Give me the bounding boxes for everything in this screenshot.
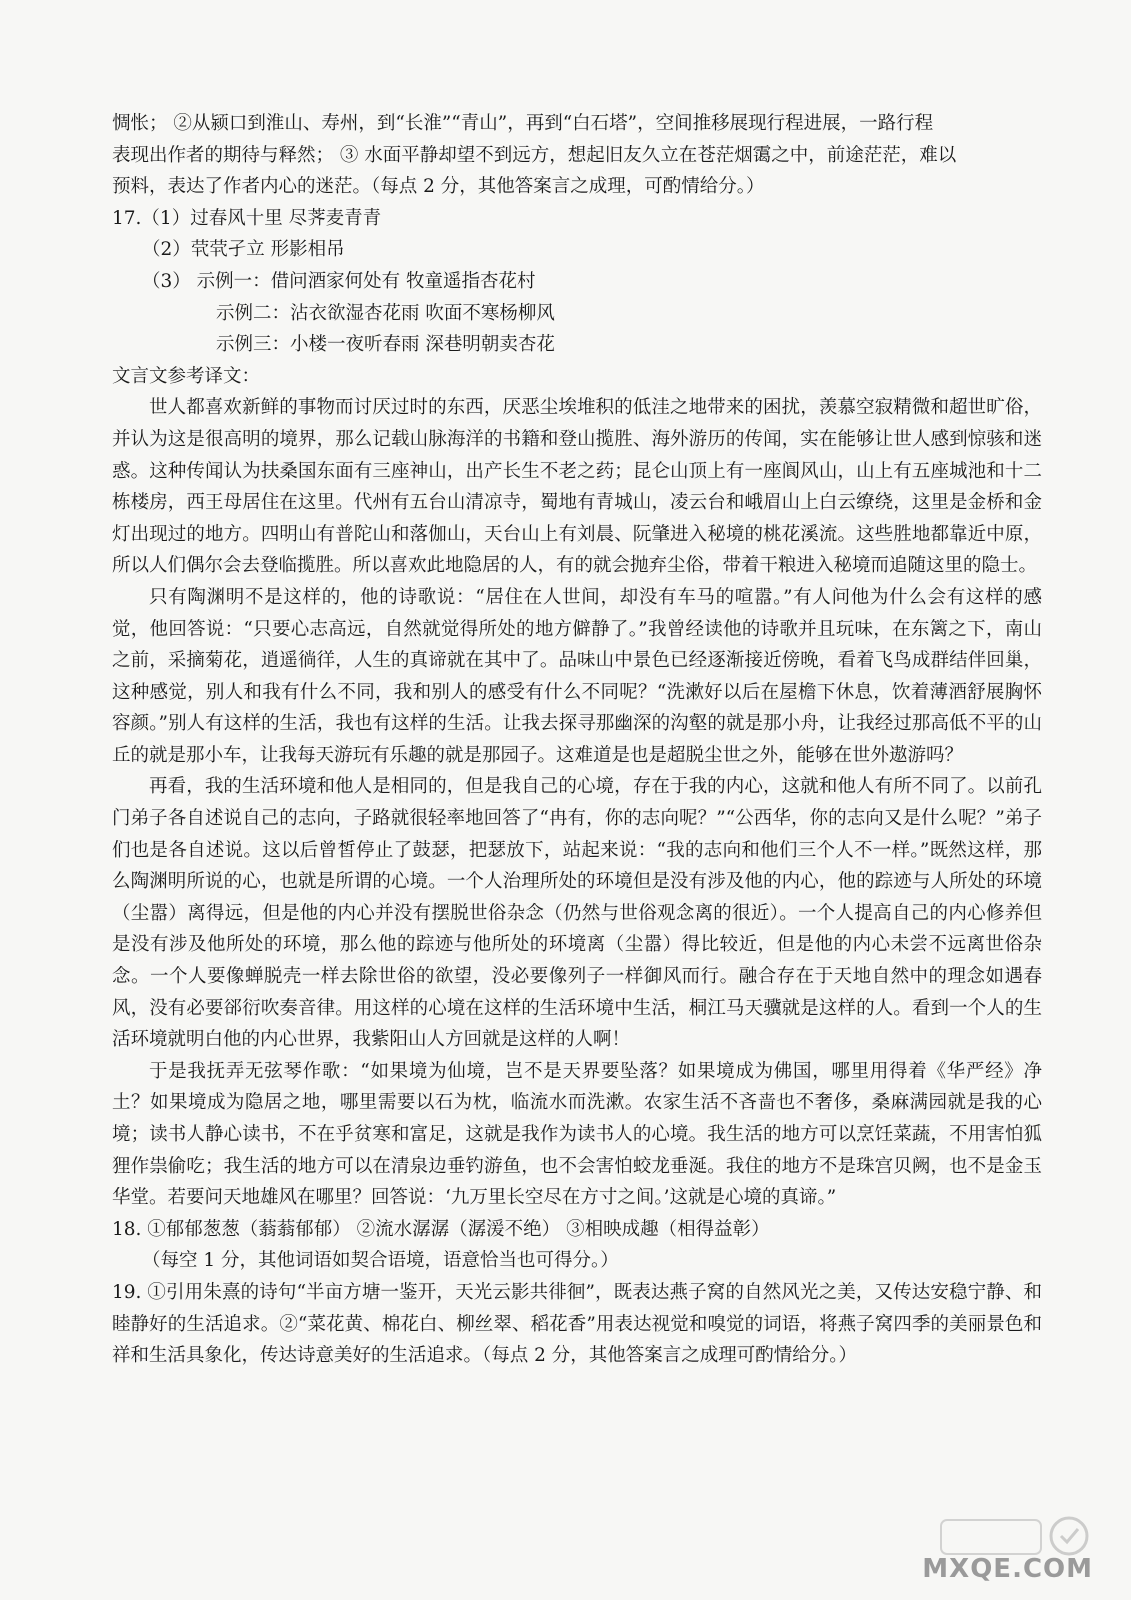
q17-line-1: 17.（1）过春风十里 尽荠麦青青 [112,207,382,229]
answer-page [112,108,1042,1372]
watermark-site-text: MXQE.COM [922,1554,1093,1584]
q19-paragraph: 19. ①引用朱熹的诗句“半亩方塘一鉴开，天光云影共徘徊”，既表达燕子窝的自然风光之美，又传达安稳宁静、和睦静好的生活追求。②“菜花黄、棉花白、柳丝翠、稻花香”用表达视觉和嗅觉的词语，将燕子窝四季的美丽景色和祥和生活具象化，传达诗意美好的生活追求。（每点 2 分，其他答案言之成理可酌情给分。） [112,1281,1042,1367]
q16-line-1: 惆怅； ②从颍口到淮山、寿州，到“长淮”“青山”，再到“白石塔”，空间推移展现行程进展，一路行程 [112,113,934,134]
translation-heading: 文言文参考译文： [112,365,261,387]
q17-line-5: 示例三：小楼一夜听春雨 深巷明朝卖杏花 [216,334,555,356]
translation-paragraph-2: 只有陶渊明不是这样的，他的诗歌说：“居住在人世间，却没有车马的喧嚣。”有人问他为什么会有这样的感觉，他回答说：“只要心志高远，自然就觉得所处的地方僻静了。”我曾经读他的诗歌并且玩味，在东篱之下，南山之前，采摘菊花，逍遥徜徉，人生的真谛就在其中了。品味山中景色已经逐渐接近傍晚，看着飞鸟成群结伴回巢，这种感觉，别人和我有什么不同，我和别人的感受有什么不同呢？“洗漱好以后在屋檐下休息，饮着薄酒舒展胸怀容颜。”别人有这样的生活，我也有这样的生活。让我去探寻那幽深的沟壑的就是那小舟，让我经过那高低不平的山丘的就是那小车，让我每天游玩有乐趣的就是那园子。这难道是也是超脱尘世之外，能够在世外遨游吗？ [112,586,1042,766]
translation-paragraph-1: 世人都喜欢新鲜的事物而讨厌过时的东西，厌恶尘埃堆积的低洼之地带来的困扰，羡慕空寂精微和超世旷俗，并认为这是很高明的境界，那么记载山脉海洋的书籍和登山揽胜、海外游历的传闻，实在能够让世人感到惊骇和迷惑。这种传闻认为扶桑国东面有三座神山，出产长生不老之药；昆仑山顶上有一座阆风山，山上有五座城池和十二栋楼房，西王母居住在这里。代州有五台山清凉寺，蜀地有青城山，凌云台和峨眉山上白云缭绕，这里是金桥和金灯出现过的地方。四明山有普陀山和落伽山，天台山上有刘晨、阮肇进入秘境的桃花溪流。这些胜地都靠近中原，所以人们偶尔会去登临揽胜。所以喜欢此地隐居的人，有的就会抛弃尘俗，带着干粮进入秘境而追随这里的隐士。 [112,397,1042,577]
translation-paragraph-3: 再看，我的生活环境和他人是相同的，但是我自己的心境，存在于我的内心，这就和他人有所不同了。以前孔门弟子各自述说自己的志向，子路就很轻率地回答了“冉有，你的志向呢？”“公西华，你的志向又是什么呢？”弟子们也是各自述说。这以后曾皙停止了鼓瑟，把瑟放下，站起来说：“我的志向和他们三个人不一样。”既然这样，那么陶渊明所说的心，也就是所谓的心境。一个人治理所处的环境但是没有涉及他的内心，他的踪迹与人所处的环境（尘嚣）离得远，但是他的内心并没有摆脱世俗杂念（仍然与世俗观念离的很近）。一个人提高自己的内心修养但是没有涉及他所处的环境，那么他的踪迹与他所处的环境离（尘嚣）得比较近，但是他的内心未尝不远离世俗杂念。一个人要像蝉脱壳一样去除世俗的欲望，没必要像列子一样御风而行。融合存在于天地自然中的理念如遇春风，没有必要郤衍吹奏音律。用这样的心境在这样的生活环境中生活，桐江马天骥就是这样的人。看到一个人的生活环境就明白他的内心世界，我紫阳山人方回就是这样的人啊！ [112,776,1042,1051]
q18-line-1: 18. ①郁郁葱葱（蓊蓊郁郁） ②流水潺潺（潺湲不绝） ③相映成趣（相得益彰） [112,1218,770,1240]
translation-paragraph-4: 于是我抚弄无弦琴作歌：“如果境为仙境，岂不是天界要坠落？如果境成为佛国，哪里用得着《华严经》净土？如果境成为隐居之地，哪里需要以石为枕，临流水而洗漱。农家生活不吝啬也不奢侈，桑麻满园就是我的心境；读书人静心读书，不在乎贫寒和富足，这就是我作为读书人的心境。我生活的地方可以烹饪菜蔬，不用害怕狐狸作祟偷吃；我生活的地方可以在清泉边垂钓游鱼，也不会害怕蛟龙垂涎。我住的地方不是珠宫贝阙，也不是金玉华堂。若要问天地雄风在哪里？回答说：‘九万里长空尽在方寸之间。’这就是心境的真谛。” [112,1060,1042,1209]
q16-line-2: 表现出作者的期待与释然； ③ 水面平静却望不到远方，想起旧友久立在苍茫烟霭之中，前途茫茫，难以 [112,144,957,166]
q17-line-3: （3） 示例一：借问酒家何处有 牧童遥指杏花村 [142,270,536,292]
q18-line-2: （每空 1 分，其他词语如契合语境，语意恰当也可得分。） [142,1250,619,1272]
q16-line-3: 预料，表达了作者内心的迷茫。（每点 2 分，其他答案言之成理，可酌情给分。） [112,176,765,198]
q17-line-4: 示例二：沾衣欲湿杏花雨 吹面不寒杨柳风 [216,302,555,324]
q17-line-2: （2）茕茕孑立 形影相吊 [142,239,345,261]
